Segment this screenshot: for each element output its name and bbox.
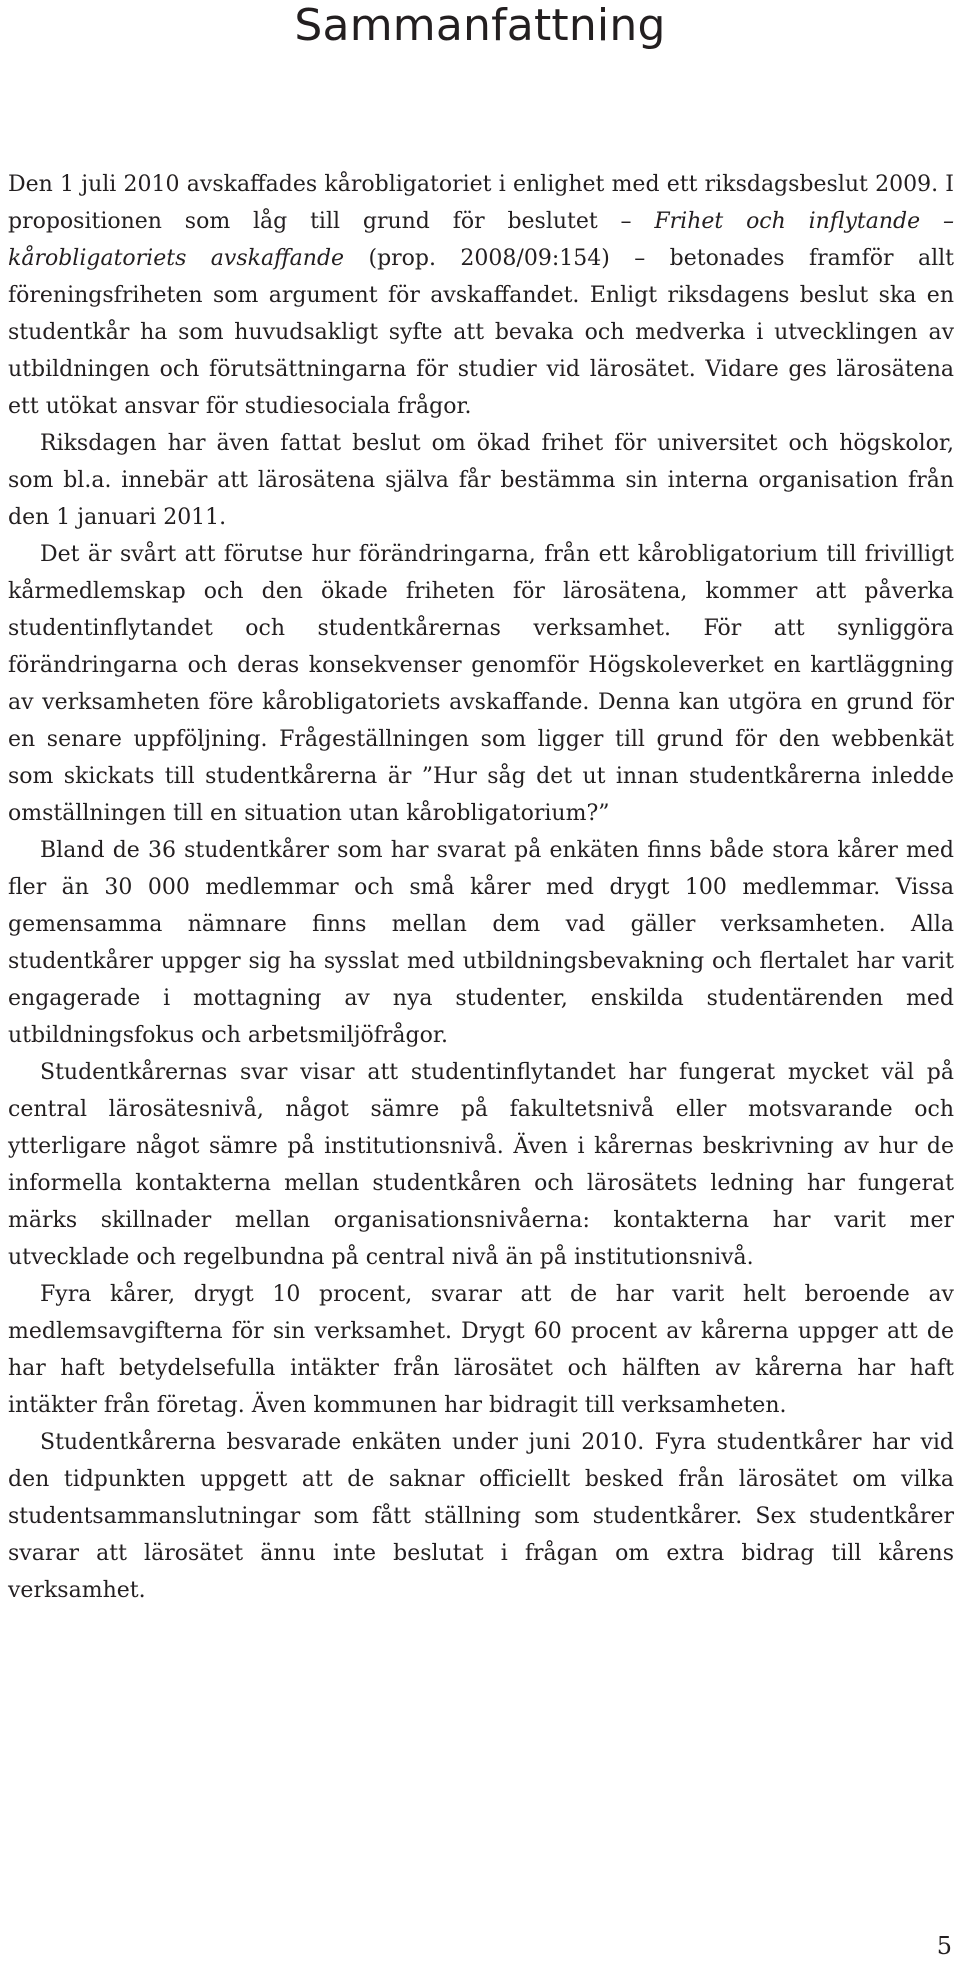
page-number: 5	[936, 1932, 952, 1960]
paragraph-7: Studentkårerna besvarade enkäten under juni 2010. Fyra studentkårer har vid den tidpunkten uppgett att de saknar officiellt besked från lärosätet om vilka studentsammanslutningar som fått ställning som studentkårer. Sex studentkårer svarar att lärosätet ännu inte beslutat i frågan om extra bidrag till kårens verksamhet.	[8, 1430, 954, 1603]
proposition-title: Frihet och inflytande – kårobligatoriets avskaffande	[8, 209, 954, 271]
paragraph-1-intro: Den 1 juli 2010 avskaffades kårobligatoriet i enlighet med ett riksdagsbeslut 2009. I propositionen som låg till grund för beslutet –	[8, 172, 954, 234]
paragraph-1-rest: (prop. 2008/09:154) – betonades framför allt föreningsfriheten som argument för avskaffandet. Enligt riksdagens beslut ska en studentkår ha som huvudsakligt syfte att bevaka och medverka i utvecklingen av utbildningen och förutsättningarna för studier vid lärosätet. Vidare ges lärosätena ett utökat ansvar för studiesociala frågor.	[8, 246, 954, 419]
summary-body	[8, 166, 954, 1609]
paragraph-4: Bland de 36 studentkårer som har svarat på enkäten finns både stora kårer med fler än 30 000 medlemmar och små kårer med drygt 100 medlemmar. Vissa gemensamma nämnare finns mellan dem vad gäller verksamheten. Alla studentkårer uppger sig ha sysslat med utbildningsbevakning och flertalet har varit engagerade i mottagning av nya studenter, enskilda studentärenden med utbildningsfokus och arbetsmiljöfrågor.	[8, 838, 954, 1048]
paragraph-6: Fyra kårer, drygt 10 procent, svarar att de har varit helt beroende av medlemsavgifterna för sin verksamhet. Drygt 60 procent av kårerna uppger att de har haft betydelsefulla intäkter från lärosätet och hälften av kårerna har haft intäkter från företag. Även kommunen har bidragit till verksamheten.	[8, 1282, 954, 1418]
paragraph-3: Det är svårt att förutse hur förändringarna, från ett kårobligatorium till frivilligt kårmedlemskap och den ökade friheten för lärosätena, kommer att påverka studentinflytandet och studentkårernas verksamhet. För att synliggöra förändringarna och deras konsekvenser genomför Högskoleverket en kartläggning av verksamheten före kårobligatoriets avskaffande. Denna kan utgöra en grund för en senare uppföljning. Frågeställningen som ligger till grund för den webbenkät som skickats till studentkårerna är ”Hur såg det ut innan studentkårerna inledde omställningen till en situation utan kårobligatorium?”	[8, 542, 954, 826]
page-title: Sammanfattning	[294, 0, 666, 51]
paragraph-1	[8, 166, 954, 425]
paragraph-5: Studentkårernas svar visar att studentinflytandet har fungerat mycket väl på central lärosätesnivå, något sämre på fakultetsnivå eller motsvarande och ytterligare något sämre på institutionsnivå. Även i kårernas beskrivning av hur de informella kontakterna mellan studentkåren och lärosätets ledning har fungerat märks skillnader mellan organisationsnivåerna: kontakterna har varit mer utvecklade och regelbundna på central nivå än på institutionsnivå.	[8, 1060, 954, 1270]
paragraph-2: Riksdagen har även fattat beslut om ökad frihet för universitet och högskolor, som bl.a. innebär att lärosätena själva får bestämma sin interna organisation från den 1 januari 2011.	[8, 431, 954, 530]
